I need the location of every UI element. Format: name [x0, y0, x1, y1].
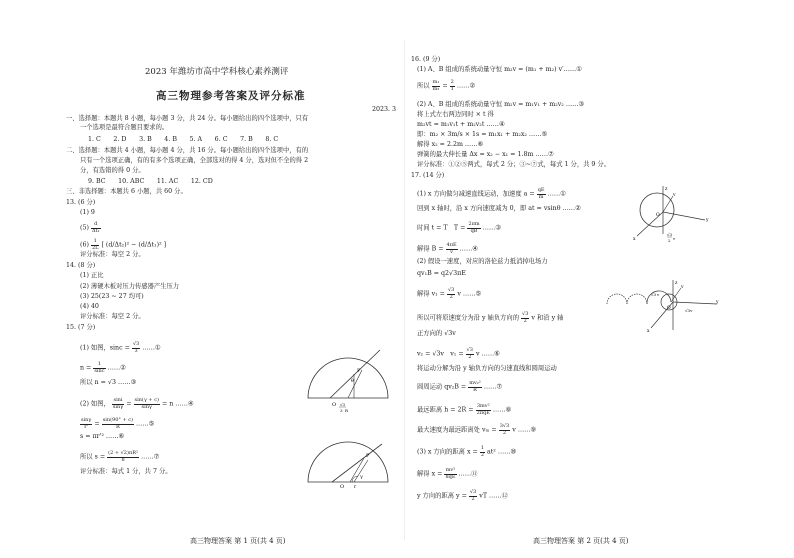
q15-eq1: (1) 如图，sinc = $\frac{√3}{3}$ ……①: [80, 341, 161, 354]
q13-ans1: (1) 9: [80, 209, 95, 216]
fig-label: R: [345, 408, 349, 413]
q15-eq6: s = πr'² ……⑥: [80, 433, 125, 440]
fig-label: O: [656, 213, 660, 218]
q14-ans1: (1) 正比: [80, 272, 104, 279]
fig-label: O: [332, 402, 337, 408]
fig-label: γ: [360, 475, 363, 480]
sec2-line: 只有一个选项正确，有的有多个选项正确，全部选对的得 4 分，选对但不全的得 2: [80, 157, 309, 164]
q16-heading: 16. (9 分): [411, 56, 441, 63]
q15-figure-2: [302, 440, 394, 490]
q15-eq7: 所以 s = $\frac{\text{(2 + √2)πR²}}{8}$ ……⑦: [80, 450, 160, 463]
date: 2023. 3: [372, 106, 397, 113]
q16-eq1: (1) A、B 组成的系统动量守恒 m₂v = (m₁ + m₂) v′……①: [417, 66, 582, 73]
column-divider: [404, 40, 405, 540]
page-footer: 高三物理答案 第 2 页(共 4 页): [533, 537, 629, 545]
q15-figure-1: [302, 336, 394, 416]
q17-eq12: 圆周运动 qv₂B = $\frac{\text{mv₂²}}{R}$ ……⑦: [417, 380, 503, 393]
q16-eq6: 即：m₂ × 3m/s × 1s = m₁x₁ + m₂x₂ ……⑤: [417, 131, 548, 138]
fig-label: 2: [668, 238, 671, 243]
q16-note: 评分标准：①②⑤两式，每式 2 分；③~⑦式，每式 1 分，共 9 分。: [417, 161, 611, 168]
q15-eq3: 所以 n = √3 ……③: [80, 379, 137, 386]
q17-eq7: 解得 v₁ = $\frac{√3}{2}$ v ……⑤: [417, 287, 482, 300]
q17-eq9: 正方向的 √3v: [417, 330, 456, 337]
fig-label: r: [354, 485, 357, 490]
fig-label: x: [647, 329, 650, 334]
q17-eq3: 时间 t = T T = $\frac{2\pi m}{qB}$ ……③: [417, 221, 501, 234]
q14-ans4: (4) 40: [80, 303, 99, 310]
q17-eq11: 将运动分解为沿 y 轴负方向的匀速直线和圆周运动: [417, 365, 557, 372]
q13-ans2: (5) $\frac{d}{\text{Δt₁}}$: [80, 221, 100, 234]
q17-eq6: qv₁B = q2√3πE: [417, 270, 466, 277]
sec1-line: 一、选择题：本题共 8 小题，每小题 3 分，共 24 分。每小题给出的四个选项中，只有: [66, 115, 309, 122]
fig-label: P: [357, 368, 361, 374]
q17-eq5: (2) 假设一速度，对应的洛伦兹力抵消掉电场力: [417, 258, 548, 265]
fig-label: z: [665, 187, 668, 192]
fig-label: v: [657, 292, 660, 297]
sec2-line: 二、选择题：本题共 4 小题，每小题 4 分，共 16 分。每小题给出的四个选项中，有的: [66, 147, 309, 154]
q15-eq4: (2) 如图， $\frac{\sin i}{\sin\gamma}$ = $\frac{\sin(\gamma + c)}{\sin\gamma}$ = n ……④: [80, 397, 194, 410]
q16-eq4: 将上式左右两边同时 × t 得: [417, 111, 494, 118]
fig-label: v: [673, 236, 676, 241]
multi-answers: 9. BC 10. ABC 11. AC 12. CD: [88, 178, 213, 185]
fig-label: v: [681, 285, 684, 290]
q17-figure-1: [623, 184, 713, 248]
sec2-line: 分，有选错的得 0 分。: [80, 167, 145, 174]
exam-title: 2023 年潍坊市高中学科核心素养测评: [145, 67, 289, 77]
q17-figure-2: [597, 278, 721, 334]
fig-label: √3: [340, 402, 346, 407]
q15-note: 评分标准：每式 1 分，共 7 分。: [80, 468, 172, 475]
page-title: 高三物理参考答案及评分标准: [156, 90, 306, 102]
fig-label: y: [706, 218, 709, 223]
fig-label: x: [633, 237, 636, 242]
q17-eq16: 解得 x = $\frac{\text{mv²}}{8qE}$ ……⑪: [417, 467, 478, 480]
fig-label: 3: [340, 408, 343, 413]
mc-answers: 1. C 2. D 3. B 4. B 5. A 6. C 7. B 8. C: [88, 136, 279, 143]
q17-eq17: y 方向的距离 y = $\frac{√3}{2}$ vT ……⑫: [417, 489, 508, 502]
q17-eq4: 解得 B = $\frac{4\pi E}{v}$ ……④: [417, 242, 478, 255]
fig-label: P: [366, 453, 370, 459]
fig-label: O: [667, 306, 671, 311]
fig-label: √3: [651, 292, 657, 297]
fig-label: θ: [351, 379, 354, 384]
q17-heading: 17. (14 分): [411, 172, 445, 179]
q14-heading: 14. (8 分): [66, 262, 96, 269]
q16-eq2: 所以 $\frac{\text{m₁}}{\text{m₂}}$ = $\frac{2}{1}$ ……②: [417, 79, 476, 92]
fig-label: √3v: [685, 308, 693, 313]
q13-heading: 13. (6 分): [66, 199, 96, 206]
q16-eq8: 弹簧的最大伸长量 Δx = x₂ − x₁ = 1.8m ……⑦: [417, 151, 554, 158]
q13-ans3: (6) $\frac{1}{2L}$ [ (d/Δt₂)² − (d/Δt₁)² ]: [80, 238, 167, 251]
q15-eq2: n = $\frac{1}{\sin c}$ ……②: [80, 361, 126, 374]
q17-eq10: v₂ = √3v v₁ = $\frac{√3}{2}$ v ……⑥: [417, 347, 500, 360]
q14-note: 评分标准：每空 2 分。: [80, 313, 145, 320]
q16-eq3: (2) A、B 组成的系统动量守恒 m₂v = m₁v₁ + m₂v₂ ……③: [417, 101, 585, 108]
q16-eq5: m₂vt = m₁v₁t + m₂v₂t ……④: [417, 121, 505, 128]
q17-eq15: (3) x 方向的距离 x = $\frac{1}{2}$ at² ……⑩: [417, 445, 517, 458]
fig-label: z: [675, 281, 678, 286]
page-footer: 高三物理答案 第 1 页(共 4 页): [190, 537, 286, 545]
q14-ans3: (3) 25(23 ~ 27 均可): [80, 293, 144, 300]
q17-eq13: 最远距离 h = 2R = $\frac{\text{3mv²}}{\text{2πqE}}$ ……⑧: [417, 403, 512, 416]
q14-ans2: (2) 薄硬木板对压力传感器产生压力: [80, 283, 180, 290]
fig-label: O: [340, 484, 345, 490]
q17-eq2: 回到 x 轴时，沿 x 方向速度减为 0，即 at = vsinθ ……②: [417, 205, 581, 212]
fig-label: √3: [667, 232, 673, 237]
sec3-line: 三、非选择题：本题共 6 小题，共 60 分。: [66, 188, 187, 195]
q15-heading: 15. (7 分): [66, 324, 96, 331]
fig-label: y: [716, 300, 719, 305]
q15-eq5: $\frac{\sin\gamma}{r'}$ = $\frac{\sin(90^\circ + c)}{R}$ ……⑤: [81, 417, 155, 430]
q13-note: 评分标准：每空 2 分。: [80, 251, 145, 258]
sec1-line: 一个选项是最符合题目要求的。: [80, 124, 169, 131]
q17-eq1: (1) x 方向做匀减速直线运动，加速度 a = $\frac{qE}{m}$ ……①: [417, 187, 566, 200]
q16-eq7: 解得 x₂ = 2.2m ……⑥: [417, 141, 484, 148]
q17-eq14: 最大速度为最远距离处 vₘ = $\frac{3√3}{2}$ v ……⑨: [417, 423, 537, 436]
fig-label: v: [673, 193, 676, 198]
q17-eq8: 所以可将原速度分为沿 y 轴负方向的 $\frac{√3}{2}$ v 和沿 y 轴: [417, 311, 564, 324]
